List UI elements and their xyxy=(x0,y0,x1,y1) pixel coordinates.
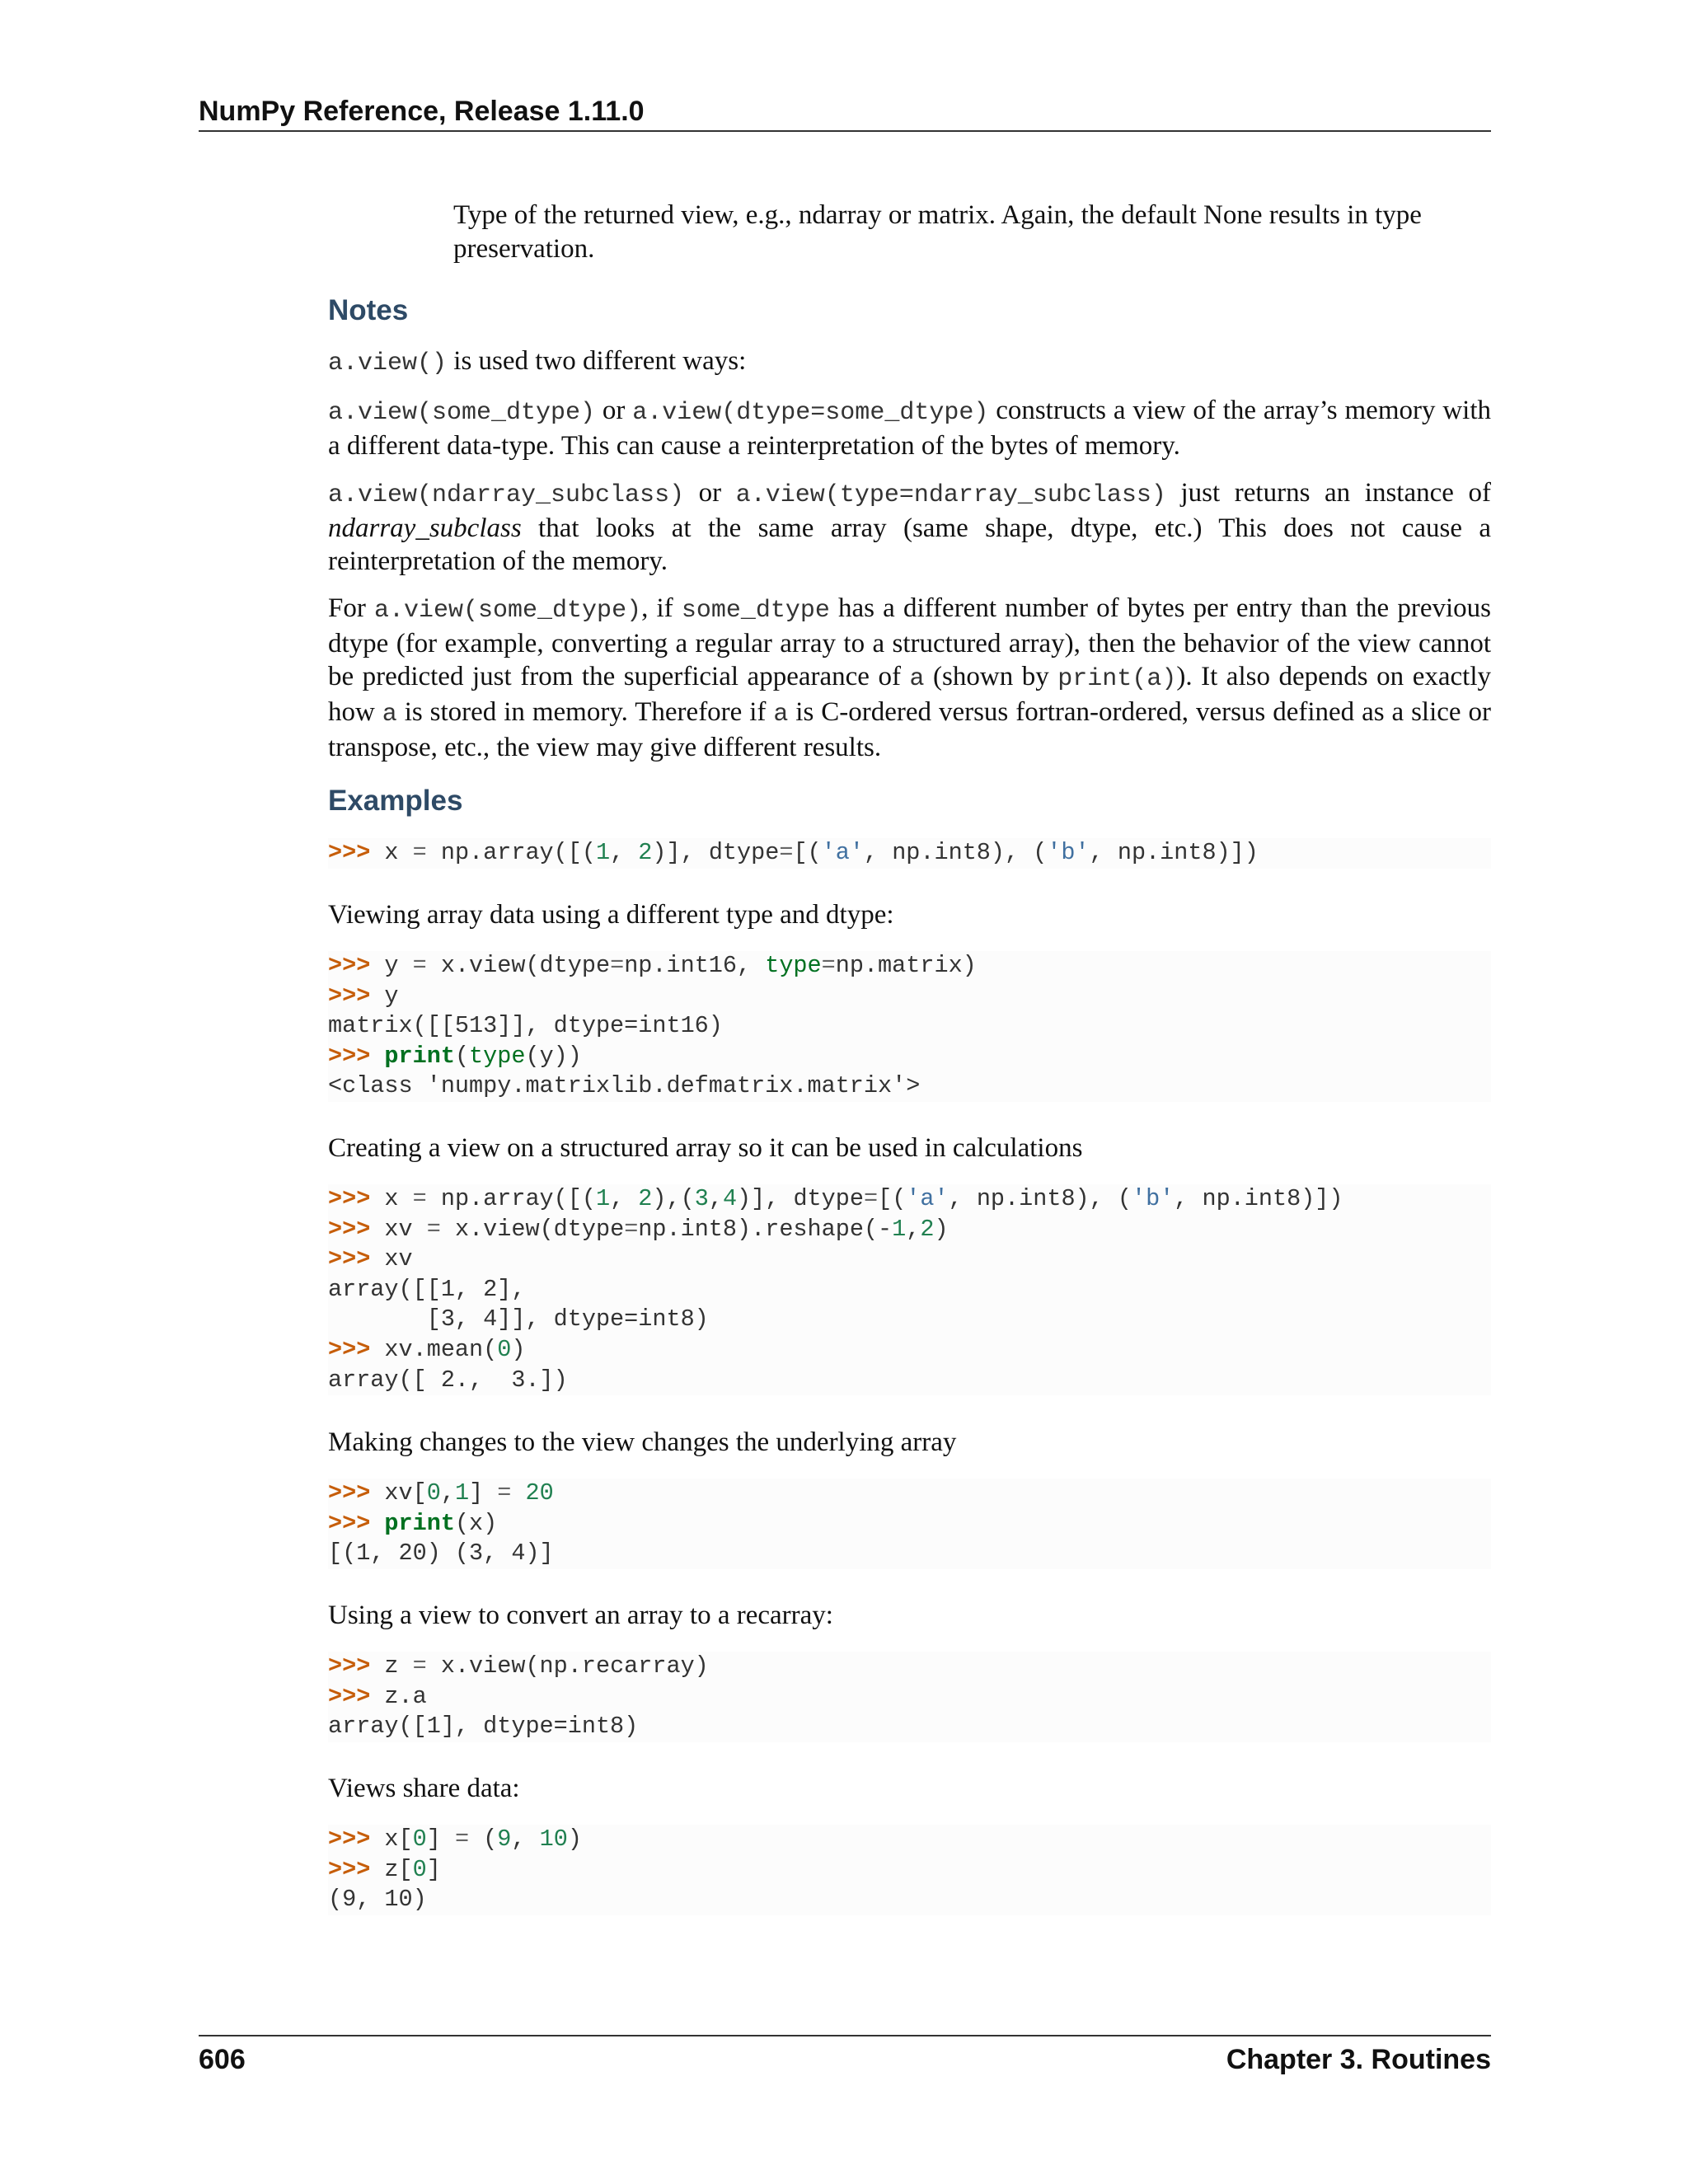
parameter-description: Type of the returned view, e.g., ndarray or matrix. Again, the default None results in type preservation. xyxy=(453,200,1422,264)
notes-paragraph-1 xyxy=(328,344,1491,380)
notes-paragraph-4 xyxy=(328,592,1491,764)
text-run: constructs a view of the array’s memory with a different data-type. This can cause a reinterpretation of the bytes of memory. xyxy=(328,396,1491,461)
code-input-line: >>> xv[0,1] = 20 xyxy=(328,1479,554,1507)
code-input-line: >>> x = np.array([(1, 2),(3,4)], dtype=[('a', np.int8), ('b', np.int8)]) xyxy=(328,1185,1343,1212)
text-run: is used two different ways: xyxy=(447,346,747,376)
inline-code: a.view(type=ndarray_subclass) xyxy=(735,481,1166,509)
text-run: , if xyxy=(641,593,682,623)
prompt-marker: >>> xyxy=(328,1479,371,1507)
example-caption-5: Views share data: xyxy=(328,1774,520,1803)
prompt-marker: >>> xyxy=(328,952,371,979)
prompt-marker: >>> xyxy=(328,1509,371,1537)
notes-heading: Notes xyxy=(328,294,409,326)
code-output-line: [(1, 20) (3, 4)] xyxy=(328,1540,554,1568)
prompt-marker: >>> xyxy=(328,1855,371,1883)
code-example-2 xyxy=(328,951,1491,1102)
code-example-5 xyxy=(328,1652,1491,1742)
example-caption-1: Viewing array data using a different type and dtype: xyxy=(328,900,894,930)
notes-paragraph-2 xyxy=(328,394,1491,462)
running-header-title: NumPy Reference, Release 1.11.0 xyxy=(199,92,1491,132)
inline-code: a xyxy=(909,665,925,693)
text-run: just returns an instance of xyxy=(1165,478,1491,508)
code-input-line: >>> print(type(y)) xyxy=(328,1042,582,1070)
inline-code: some_dtype xyxy=(681,597,830,625)
code-input-line: >>> print(x) xyxy=(328,1509,498,1537)
prompt-marker: >>> xyxy=(328,1185,371,1212)
prompt-marker: >>> xyxy=(328,1335,371,1363)
code-input-line: >>> x[0] = (9, 10) xyxy=(328,1825,582,1853)
code-input-line: >>> z[0] xyxy=(328,1855,441,1883)
inline-code: a.view(dtype=some_dtype) xyxy=(632,399,989,427)
inline-code: a.view(some_dtype) xyxy=(328,399,596,427)
inline-code: a.view(ndarray_subclass) xyxy=(328,481,685,509)
prompt-marker: >>> xyxy=(328,1652,371,1680)
text-run: or xyxy=(595,396,633,425)
code-output-line: array([1], dtype=int8) xyxy=(328,1713,639,1741)
code-input-line: >>> z = x.view(np.recarray) xyxy=(328,1652,709,1680)
code-input-line: >>> z.a xyxy=(328,1682,427,1710)
prompt-marker: >>> xyxy=(328,1682,371,1710)
prompt-marker: >>> xyxy=(328,1245,371,1273)
example-caption-4: Using a view to convert an array to a recarray: xyxy=(328,1601,833,1630)
code-example-3 xyxy=(328,1184,1491,1395)
example-caption-3: Making changes to the view changes the underlying array xyxy=(328,1427,957,1457)
code-example-1 xyxy=(328,838,1491,869)
inline-code: a.view() xyxy=(328,349,448,377)
code-output-line: array([[1, 2], xyxy=(328,1275,526,1303)
inline-code: a xyxy=(773,701,789,729)
code-example-4 xyxy=(328,1479,1491,1569)
footer-rule xyxy=(199,2035,1491,2036)
prompt-marker: >>> xyxy=(328,839,371,866)
text-run: ). It also depends on exactly how xyxy=(328,662,1491,727)
inline-code: print(a) xyxy=(1057,665,1177,693)
examples-heading: Examples xyxy=(328,785,463,817)
chapter-title: Chapter 3. Routines xyxy=(1226,2044,1491,2075)
code-output-line: <class 'numpy.matrixlib.defmatrix.matrix'> xyxy=(328,1072,921,1100)
page-number: 606 xyxy=(199,2044,246,2075)
notes-paragraph-3 xyxy=(328,476,1491,578)
inline-code: a.view(some_dtype) xyxy=(374,597,642,625)
prompt-marker: >>> xyxy=(328,1042,371,1070)
code-output-line: [3, 4]], dtype=int8) xyxy=(328,1305,709,1333)
code-input-line: >>> xv = x.view(dtype=np.int8).reshape(-1,2) xyxy=(328,1215,949,1243)
text-run: (shown by xyxy=(924,662,1058,691)
inline-code: a xyxy=(382,701,397,729)
code-output-line: array([ 2., 3.]) xyxy=(328,1366,568,1394)
prompt-marker: >>> xyxy=(328,982,371,1010)
emphasis-text: ndarray_subclass xyxy=(328,513,522,543)
code-output-line: matrix([[513]], dtype=int16) xyxy=(328,1012,723,1040)
text-run: is C-ordered versus fortran-ordered, versus defined as a slice or transpose, etc., the view may give different results. xyxy=(328,697,1491,762)
text-run: is stored in memory. Therefore if xyxy=(396,697,774,727)
prompt-marker: >>> xyxy=(328,1215,371,1243)
text-run: or xyxy=(684,478,736,508)
code-input-line: >>> y xyxy=(328,982,399,1010)
text-run: For xyxy=(328,593,375,623)
code-input-line: >>> y = x.view(dtype=np.int16, type=np.matrix) xyxy=(328,952,977,979)
text-run: has a different number of bytes per entry than the previous dtype (for example, converting a regular array to a structured array), then the behavior of the view cannot be predicted just from the superficial appearance of xyxy=(328,593,1491,691)
code-input-line: >>> xv.mean(0) xyxy=(328,1335,526,1363)
code-input-line: >>> xv xyxy=(328,1245,413,1273)
example-caption-2: Creating a view on a structured array so it can be used in calculations xyxy=(328,1133,1083,1163)
prompt-marker: >>> xyxy=(328,1825,371,1853)
code-example-6 xyxy=(328,1825,1491,1915)
code-output-line: (9, 10) xyxy=(328,1886,427,1914)
code-input-line: >>> x = np.array([(1, 2)], dtype=[('a', np.int8), ('b', np.int8)]) xyxy=(328,839,1259,866)
text-run: that looks at the same array (same shape, dtype, etc.) This does not cause a reinterpretation of the memory. xyxy=(328,513,1491,576)
